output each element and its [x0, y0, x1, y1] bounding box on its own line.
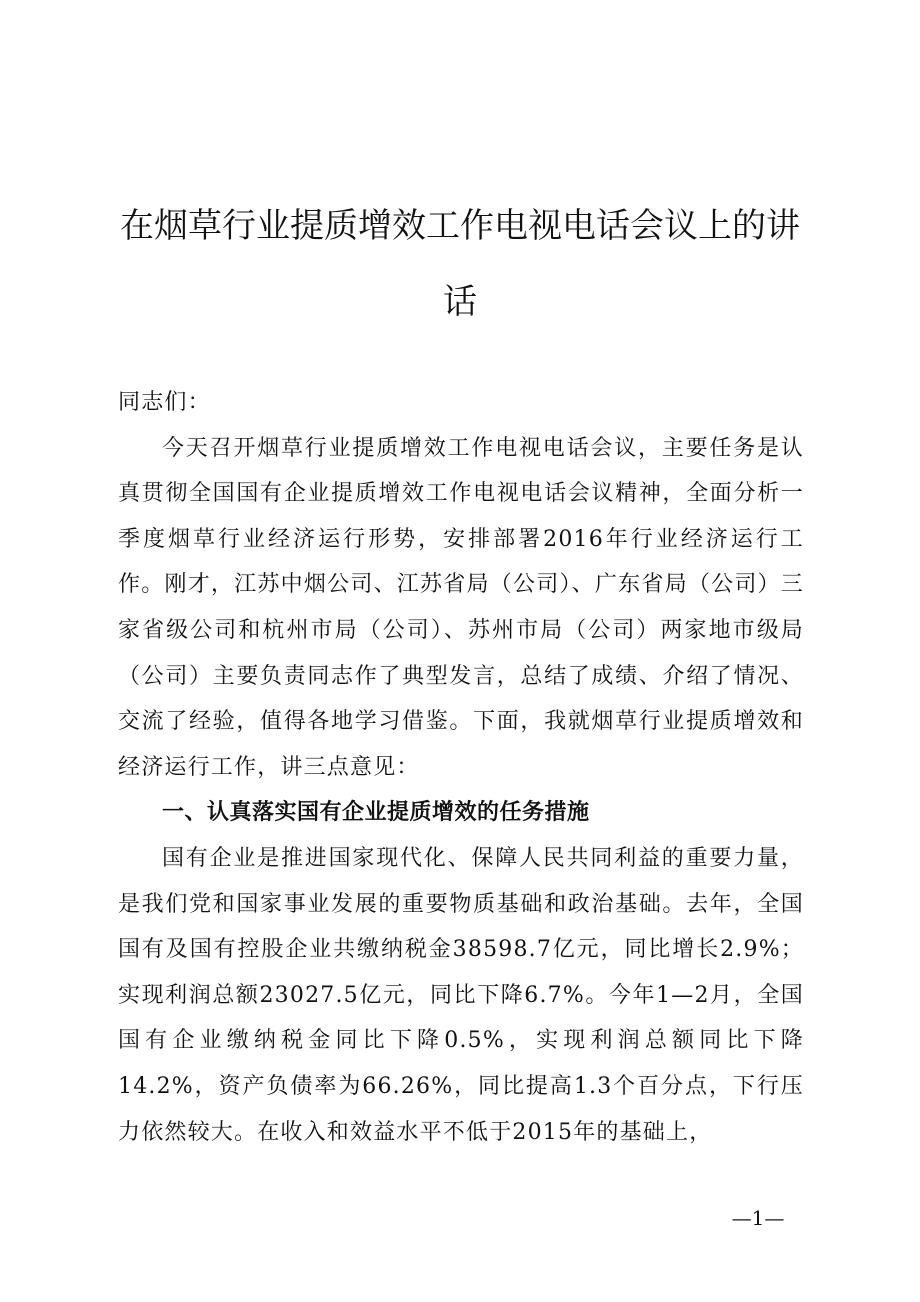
document-body: [118, 380, 804, 1155]
salutation: 同志们：: [118, 390, 211, 415]
page-number: —1—: [731, 1206, 785, 1230]
document-title: 在烟草行业提质增效工作电视电话会议上的讲话: [120, 206, 800, 322]
intro-paragraph: 今天召开烟草行业提质增效工作电视电话会议，主要任务是认真贯彻全国国有企业提质增效工作电视电话会议精神，全面分析一季度烟草行业经济运行形势，安排部署2016年行业经济运行工作。刚才，江苏中烟公司、江苏省局（公司）、广东省局（公司）三家省级公司和杭州市局（公司）、苏州市局（公司）两家地市级局（公司）主要负责同志作了典型发言，总结了成绩、介绍了情况、交流了经验，值得各地学习借鉴。下面，我就烟草行业提质增效和经济运行工作，讲三点意见：: [118, 435, 804, 780]
section-heading: 一、认真落实国有企业提质增效的任务措施: [162, 800, 590, 826]
section-paragraph: 国有企业是推进国家现代化、保障人民共同利益的重要力量，是我们党和国家事业发展的重要物质基础和政治基础。去年，全国国有及国有控股企业共缴纳税金38598.7亿元，同比增长2.9%；实现利润总额23027.5亿元，同比下降6.7%。今年1—2月，全国国有企业缴纳税金同比下降0.5%，实现利润总额同比下降14.2%，资产负债率为66.26%，同比提高1.3个百分点，下行压力依然较大。在收入和效益水平不低于2015年的基础上，: [118, 845, 804, 1145]
